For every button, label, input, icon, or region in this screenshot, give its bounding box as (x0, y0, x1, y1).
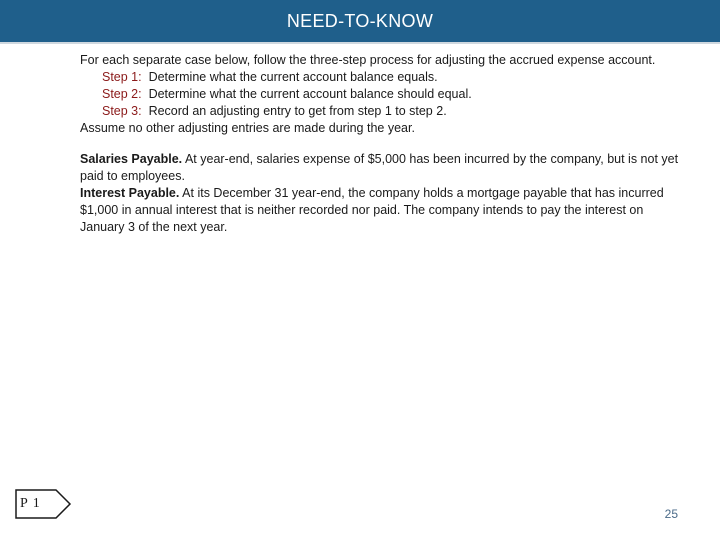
case-interest-payable (80, 185, 690, 236)
case-text: At its December 31 year-end, the company holds a mortgage payable that has incurred $1,000 in annual interest that is neither recorded nor paid. The company intends to pay the interest on January 3 of the next year. (80, 186, 664, 234)
title-banner (0, 0, 720, 44)
slide-content (80, 52, 690, 236)
step-1-text: Determine what the current account balance equals. (148, 70, 438, 84)
step-1-label: Step 1: (102, 70, 142, 84)
case-title: Interest Payable. (80, 186, 180, 200)
step-2-text: Determine what the current account balance should equal. (148, 87, 472, 101)
step-2-label: Step 2: (102, 87, 142, 101)
case-text: At year-end, salaries expense of $5,000 has been incurred by the company, but is not yet paid to employees. (80, 152, 679, 183)
instructions-intro: For each separate case below, follow the three-step process for adjusting the accrued expense account. (80, 53, 656, 67)
case-salaries-payable (80, 151, 690, 185)
case-title: Salaries Payable. (80, 152, 183, 166)
instructions-closing: Assume no other adjusting entries are made during the year. (80, 121, 415, 135)
learning-objective-badge[interactable]: P 1 (20, 496, 41, 511)
step-2 (80, 86, 690, 103)
page-title: NEED-TO-KNOW (286, 10, 434, 31)
step-3-label: Step 3: (102, 104, 142, 118)
step-1 (80, 69, 690, 86)
page-number: 25 (664, 507, 678, 521)
step-3-text: Record an adjusting entry to get from step 1 to step 2. (148, 104, 447, 118)
step-3 (80, 103, 690, 120)
